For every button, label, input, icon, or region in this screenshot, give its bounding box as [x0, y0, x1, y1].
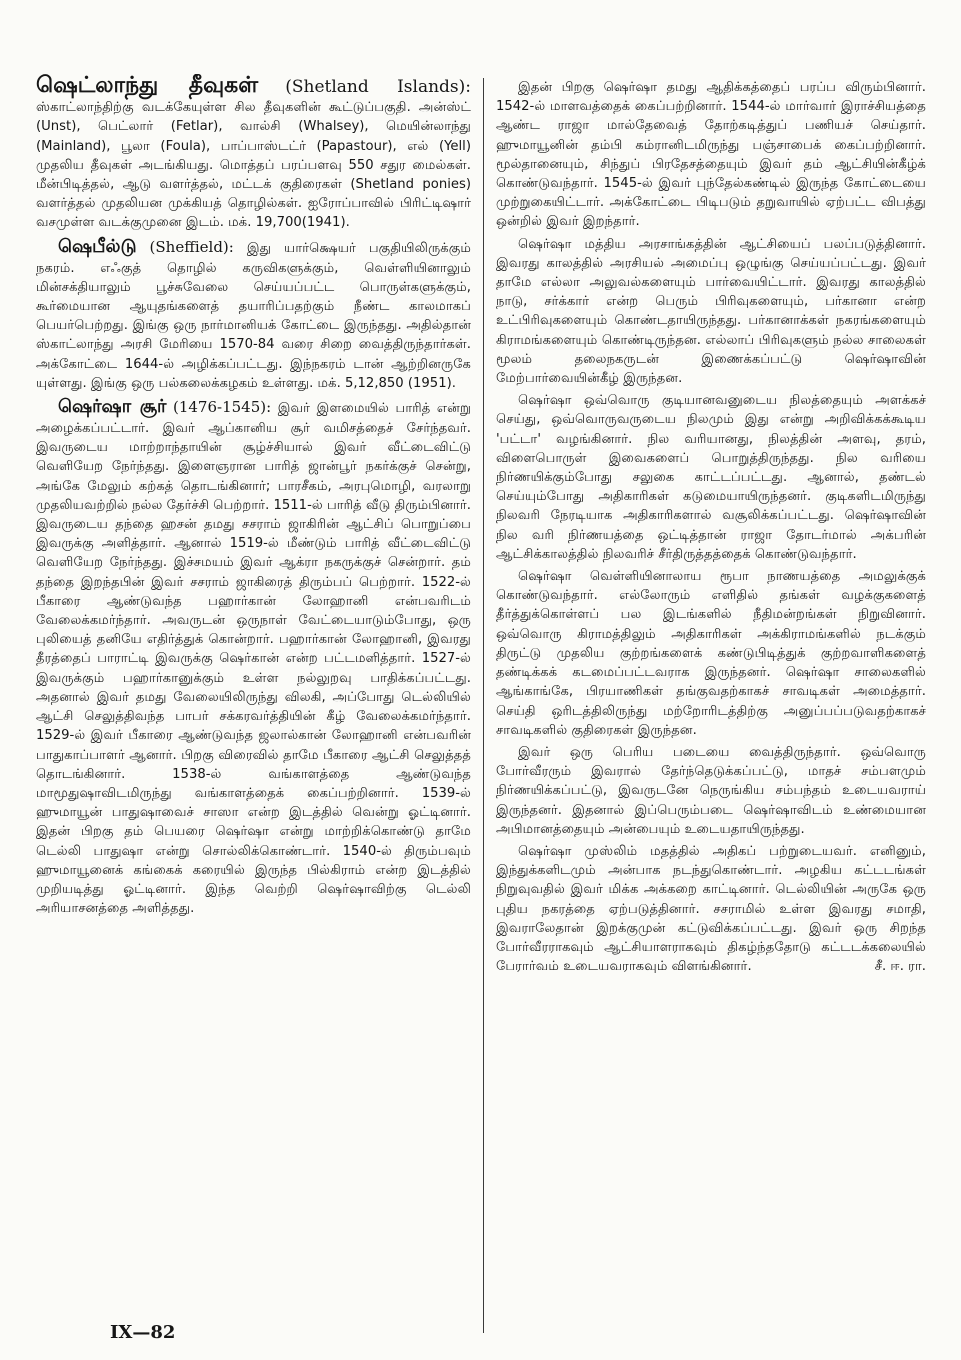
entry-heading: ஷெபீல்டு — [58, 235, 137, 257]
entry-heading: ஷெட்லாந்து தீவுகள் — [36, 74, 259, 98]
entry-body: ஸ்காட்லாந்திற்கு வடக்கேயுள்ள சில தீவுகளின் கூட்டுப்பகுதி. அன்ஸ்ட் (Unst), பெட்லார் (Fetlar), வால்சி (Whalsey), மெயின்லாந்து (Mainland), பூலா (Foula), பாப்பாஸ்டட்ர் (Papastour), எல் (Yell) முதலிய தீவுகள் அடங்கியது. மொத்தப் பரப்பளவு 550 சதுர மைல்கள். மீன்பிடித்தல், ஆடு வளர்த்தல், மட்டக் குதிரைகள் (Shetland ponies) வளர்த்தல் முதலியன முக்கியத் தொழில்கள். ஐரோப்பாவில் பிரிட்டிஷார் வசமுள்ள வடக்குமுனை இடம். மக். 19,700(1941). — [36, 100, 471, 231]
paragraph-text: ஷெர்ஷா முஸ்லிம் மதத்தில் அதிகப் பற்றுடையவர். எனினும், இந்துக்களிடமும் அன்பாக நடந்துகொண்டார். அழகிய கட்டடங்கள் நிறுவுவதில் இவர் மிக்க அக்கறை காட்டினார். டெல்லியின் அருகே ஒரு புதிய நகரத்தை ஏற்படுத்தினார். சசராமில் உள்ள இவரது சமாதி, இவராலேதான் இறக்குமுன் கட்டுவிக்கப்பட்டது. இவர் ஒரு சிறந்த போர்வீரராகவும் ஆட்சியாளராகவும் திகழ்ந்ததோடு கட்டடக்கலையில் பேரார்வம் உடையவராகவும் விளங்கினார். — [496, 843, 926, 975]
entry-shetland-islands — [36, 74, 471, 233]
entry-heading: ஷெர்ஷா சூர் — [58, 396, 167, 418]
paragraph: இவர் ஒரு பெரிய படையை வைத்திருந்தார். ஒவ்வொரு போர்வீரரும் இவரால் தேர்ந்தெடுக்கப்பட்டு, மாதச் சம்பளமும் நிர்ணயிக்கப்பட்டு, இவருடனே நெருங்கிய சம்பந்தம் உடையவராய் இருந்தனர். இதனால் இப்பெரும்படை ஷெர்ஷாவிடம் உண்மையான அபிமானத்தையும் அன்பையும் உடையதாயிருந்தது. — [496, 744, 926, 837]
author-signature: சீ. ஈ. ரா. — [874, 959, 926, 975]
entry-heading-latin: (1476-1545): — [172, 398, 272, 417]
paragraph: ஷெர்ஷா ஒவ்வொரு குடியானவனுடைய நிலத்தையும் அளக்கச் செய்து, ஒவ்வொருவருடைய நிலமும் இது என்று அறிவிக்கக்கூடிய 'பட்டா' வழங்கினார். நில வரியானது, நிலத்தின் அளவு, தரம், விளைபொருள் இவைகளைப் பொறுத்திருந்தது. நில வரியை நிர்ணயிக்கும்போது சலுகை காட்டப்பட்டது. ஆனால், தண்டல் செய்யும்போது அதிகாரிகள் கடுமையாயிருந்தனர். குடிகளிடமிருந்து நிலவரி நேரடியாக அதிகாரிகளால் வசூலிக்கப்பட்டது. ஷெர்ஷாவின் நில வரி நிர்ணயத்தை ஒட்டித்தான் ராஜா தோடர்மால் அக்பரின் ஆட்சிக்காலத்தில் நிலவரிச் சீர்திருத்தத்தைக் கொண்டுவந்தார். — [496, 393, 926, 562]
entry-heading-latin: (Sheffield): — [149, 237, 234, 256]
left-column — [36, 74, 471, 1319]
paragraph: ஷெர்ஷா வெள்ளியினாலாய ரூபா நாணயத்தை அமலுக்குக் கொண்டுவந்தார். எல்லோரும் எளிதில் தங்கள் வழக்குகளைத் தீர்த்துக்கொள்ளப் பல இடங்களில் நீதிமன்றங்கள் நிறுவினார். ஒவ்வொரு கிராமத்திலும் அதிகாரிகள் அக்கிராமங்களில் நடக்கும் திருட்டு முதலிய குற்றங்களைக் கண்டுபிடித்துக் குற்றவாளிகளைத் தண்டிக்கக் கடமைப்பட்டவராக இருந்தனர். ஷெர்ஷா சாலைகளில் ஆங்காங்கே, பிரயாணிகள் தங்குவதற்காகச் சாவடிகள் அமைத்தார். செய்தி ஒரிடத்திலிருந்து மற்றோரிடத்திற்கு அனுப்பப்படுவதற்காகச் சாவடிகளில் குதிரைகள் இருந்தன. — [496, 569, 926, 738]
right-column — [496, 78, 926, 1338]
paragraph — [496, 842, 926, 976]
entry-body: இவர் இளமையில் பாரித் என்று அழைக்கப்பட்டார். இவர் ஆப்கானிய சூர் வமிசத்தைச் சேர்ந்தவர். இவருடைய மாற்றாந்தாயின் சூழ்ச்சியால் இவர் வீட்டைவிட்டு வெளியேற நேர்ந்தது. இளைஞரான பாரித் ஜான்பூர் நகர்க்குச் சென்று, அங்கே மேலும் கற்கத் தொடங்கினார்; பாரசீகம், அரபுமொழி, வரலாறு முதலியவற்றில் நல்ல தேர்ச்சி பெற்றார். 1511-ல் பாரித் வீடு திரும்பினார். இவருடைய தந்தை ஹசன் தமது சசராம் ஜாகிரின் ஆட்சிப் பொறுப்பை இவருக்கு அளித்தார். ஆனால் 1519-ல் மீண்டும் பாரித் வீட்டைவிட்டு வெளியேற நேர்ந்தது. இச்சமயம் இவர் ஆக்ரா நகருக்குச் சென்றார். தம் தந்தை இறந்தபின் இவர் சசராம் ஜாகிரைத் திரும்பப் பெற்றார். 1522-ல் பீகாரை ஆண்டுவந்த பஹார்கான் லோஹானி என்பவரிடம் வேலைக்கமர்ந்தார். அவருடன் ஒருநாள் வேட்டையாடும்போது, ஒரு புலியைத் தனியே எதிர்த்துக் கொன்றார். பஹார்கான் லோஹானி, இவரது தீரத்தைப் பாராட்டி இவருக்கு ஷெர்கான் என்ற பட்டமளித்தார். 1527-ல் இவருக்கும் பஹார்கானுக்கும் உள்ள நல்லுறவு பாதிக்கப்பட்டது. அதனால் இவர் தமது வேலையிலிருந்து விலகி, அப்போது டெல்லியில் ஆட்சி செலுத்திவந்த பாபர் சக்கரவர்த்தியின் கீழ் வேலைக்கமர்ந்தார். 1529-ல் இவர் பீகாரை ஆண்டுவந்த ஜலால்கான் லோஹானி என்பவரின் பாதுகாப்பாளர் ஆனார். பிறகு விரைவில் தாமே பீகாரை ஆட்சி செலுத்தத் தொடங்கினார். 1538-ல் வங்காளத்தை ஆண்டுவந்த மாமூதுஷாவிடமிருந்து வங்காளத்தைக் கைப்பற்றினார். 1539-ல் ஹுமாயூன் பாதுஷாவைச் சாஸா என்ற இடத்தில் வென்று ஓட்டினார். இதன் பிறகு தம் பெயரை ஷெர்ஷா என்று மாற்றிக்கொண்டு தாமே டெல்லி பாதுஷா என்று சொல்லிக்கொண்டார். 1540-ல் திரும்பவும் ஹுமாயூனைக் கங்கைக் கரையில் இருந்த பில்கிராம் என்ற இடத்தில் முறியடித்து ஓட்டினார். இந்த வெற்றி ஷெர்ஷாவிற்கு டெல்லி அரியாசனத்தை அளித்தது. — [36, 401, 471, 917]
paragraph: இதன் பிறகு ஷெர்ஷா தமது ஆதிக்கத்தைப் பரப்ப விரும்பினார். 1542-ல் மாளவத்தைக் கைப்பற்றினார். 1544-ல் மார்வார் இராச்சியத்தை ஆண்ட ராஜா மால்தேவைத் தோற்கடித்துப் பணியச் செய்தார். ஹுமாயூனின் தம்பி கம்ரானிடமிருந்து பஞ்சாபைக் கைப்பற்றினார். மூல்தானையும், சிந்துப் பிரதேசத்தையும் இவர் தம் ஆட்சியின்கீழ்க் கொண்டுவந்தார். 1545-ல் இவர் புந்தேல்கண்டில் இருந்த கோட்டையை முற்றுகையிட்டார். அக்கோட்டை பிடிபடும் தறுவாயில் ஏற்பட்ட விபத்து ஒன்றில் இவர் இறந்தார். — [496, 80, 926, 230]
entry-sheffield — [36, 235, 471, 393]
entry-sher-shah-suri — [36, 395, 471, 918]
column-divider — [483, 78, 484, 1333]
entry-heading-latin: (Shetland Islands): — [285, 77, 471, 97]
entry-body: இது யார்க்ஷெயர் பகுதியிலிருக்கும் நகரம். எஃகுத் தொழில் கருவிகளுக்கும், வெள்ளியினாலும் மின்சக்தியாலும் பூச்சுவேலை செய்யப்பட்ட பொருள்களுக்கும், கூர்மையான ஆயுதங்களைத் தயாரிப்பதற்கும் நீண்ட காலமாகப் பெயர்பெற்றது. இங்கு ஒரு நார்மானியக் கோட்டை இருந்தது. அதில்தான் ஸ்காட்லாந்து அரசி மேரியை 1570-84 வரை சிறை வைத்திருந்தார்கள். அக்கோட்டை 1644-ல் அழிக்கப்பட்டது. இந்நகரம் டான் ஆற்றினருகே யுள்ளது. இங்கு ஒரு பல்கலைக்கழகம் உள்ளது. மக். 5,12,850 (1951). — [36, 240, 471, 391]
paragraph: ஷெர்ஷா மத்திய அரசாங்கத்தின் ஆட்சியைப் பலப்படுத்தினார். இவரது காலத்தில் அரசியல் அமைப்பு ஒழுங்கு செய்யப்பட்டது. இவர் தாமே எல்லா அலுவல்களையும் பார்வையிட்டார். இவரது காலத்தில் நாடு, சர்க்கார் என்ற பெரும் பிரிவுகளையும், பர்கானா என்ற உட்பிரிவுகளையும் கொண்டதாயிருந்தது. பர்கானாக்கள் நகரங்களையும் கிராமங்களையும் கொண்டிருந்தன. எல்லாப் பிரிவுகளும் நல்ல சாலைகள் மூலம் தலைநகருடன் இணைக்கப்பட்டு ஷெர்ஷாவின் மேற்பார்வையின்கீழ் இருந்தன. — [496, 236, 926, 387]
page-number: IX—82 — [110, 1322, 176, 1343]
